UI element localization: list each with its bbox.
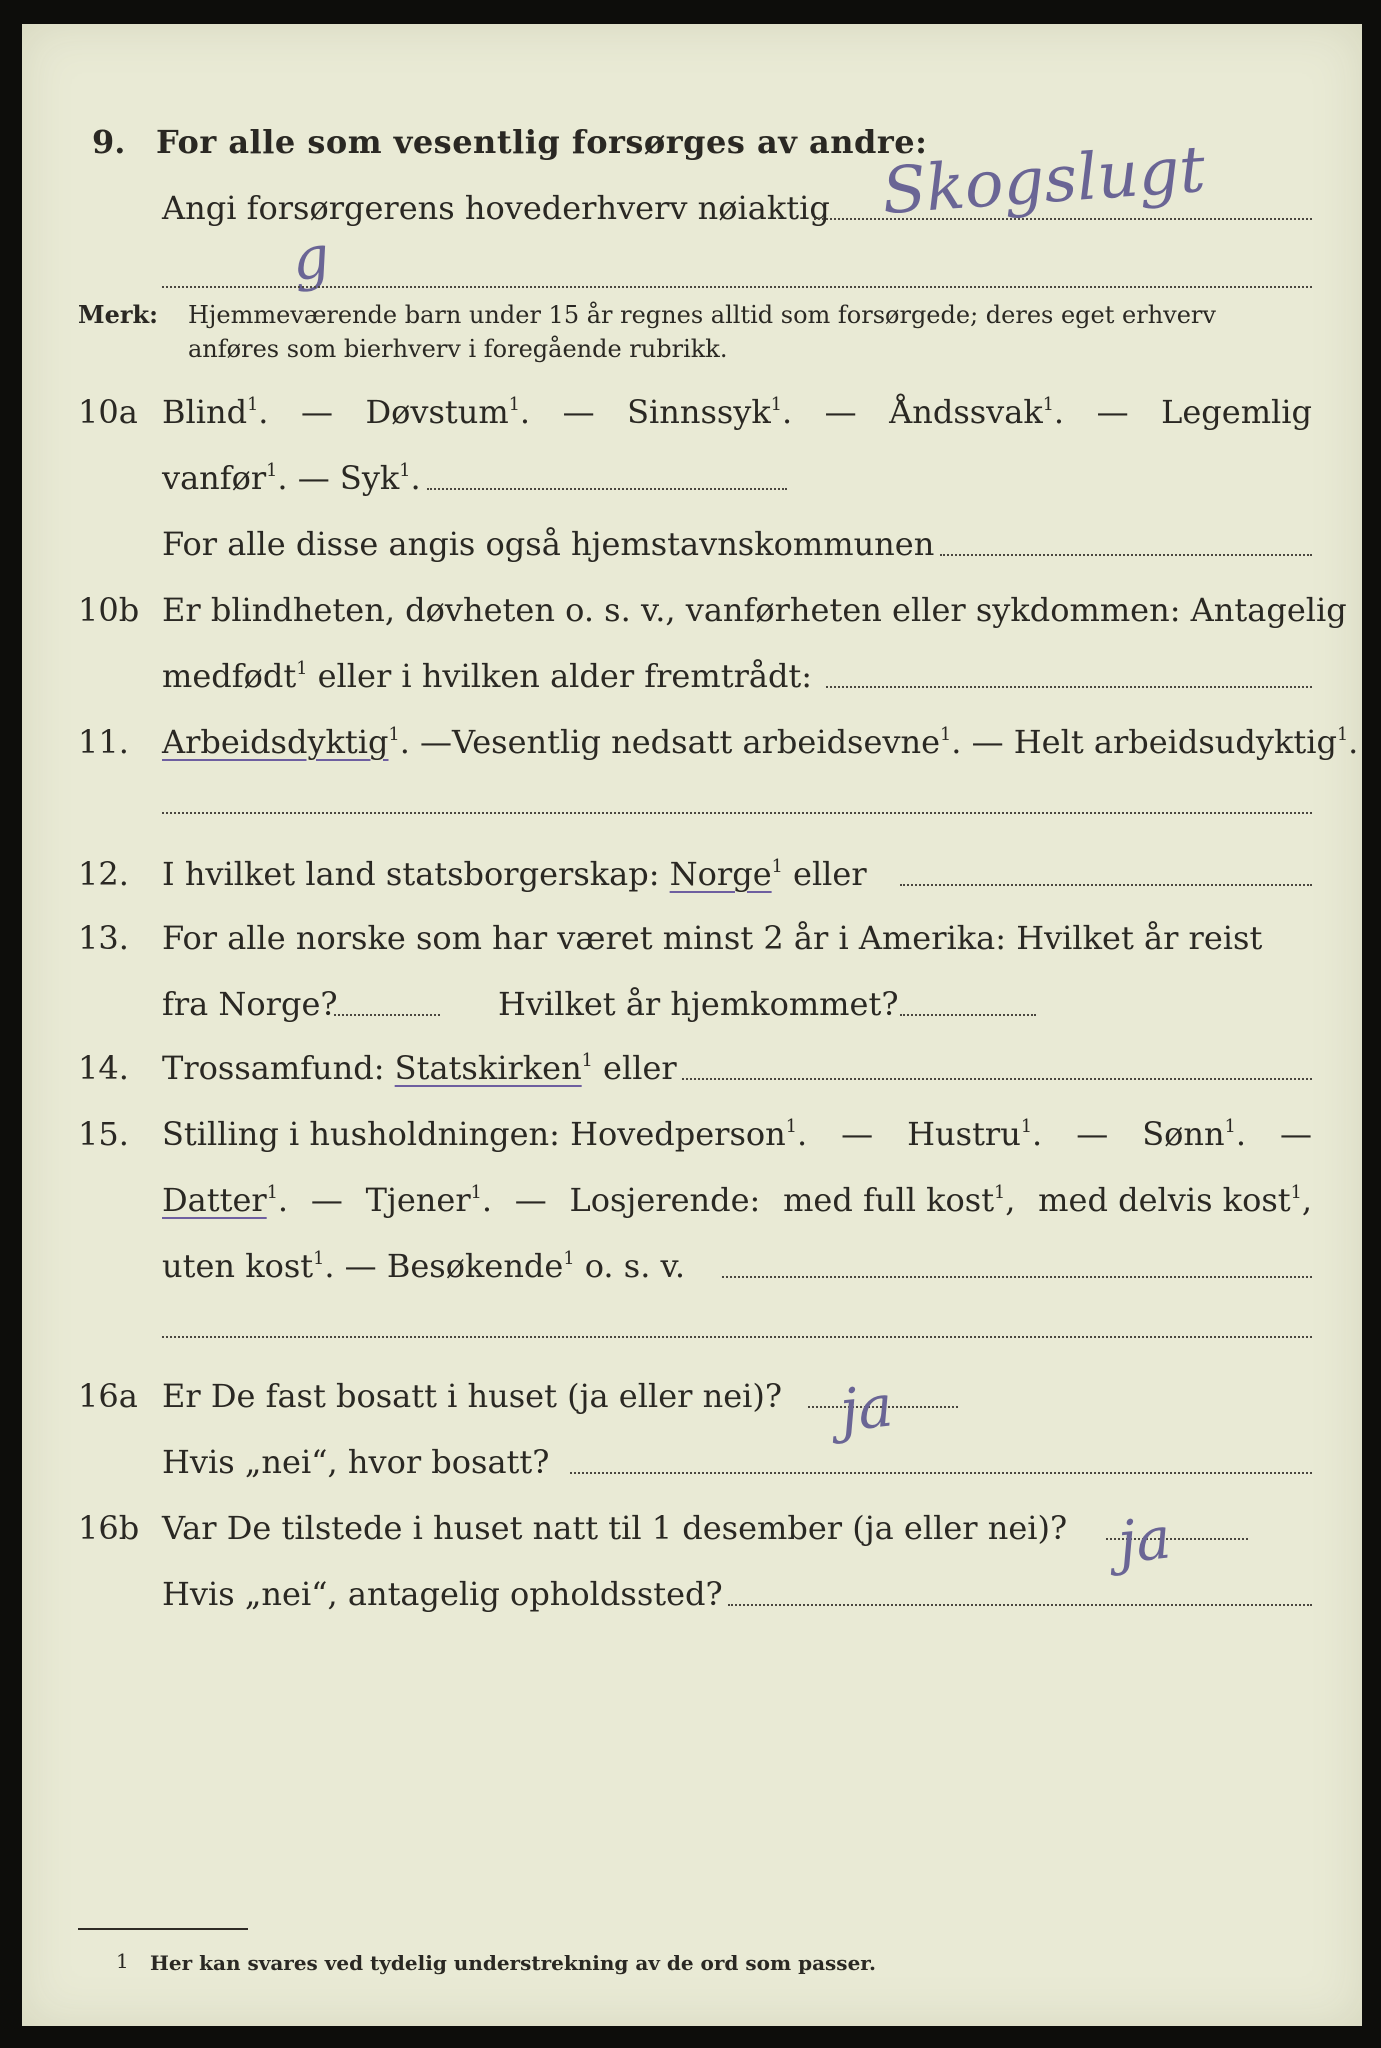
q10a-answer-line[interactable] <box>427 488 787 490</box>
q14-line: Trossamfund: Statskirken$^1$ eller <box>162 1049 677 1087</box>
q13-line-1: For alle norske som har været minst 2 år i Amerika: Hvilket år reist <box>162 919 1263 957</box>
q15-number: 15. <box>78 1115 129 1153</box>
q11-arbeidsdyktig-underlined: Arbeidsdyktig <box>162 723 389 761</box>
footnote-text: Her kan svares ved tydelig understrekning av de ord som passer. <box>150 1951 876 1975</box>
q10b-answer-line[interactable] <box>826 686 1312 688</box>
q15-line-2: Datter$^1$. — Tjener$^1$. — Losjerende: med full kost$^1$, med delvis kost$^1$, <box>162 1181 1312 1219</box>
q10a-line-2: vanfør$^1$. — Syk$^1$. <box>162 459 421 497</box>
merk-label: Merk: <box>78 300 158 329</box>
q10a-line-1 <box>162 392 1312 432</box>
q10a-dovstum: Døvstum$^1$. <box>365 393 531 431</box>
q16a-line-2: Hvis „nei“, hvor bosatt? <box>162 1443 550 1481</box>
merk-line-1: Hjemmeværende barn under 15 år regnes alltid som forsørgede; deres eget erhverv <box>188 301 1216 329</box>
q9-handwritten-mark: g <box>287 221 334 295</box>
q16b-handwritten-answer: ja <box>1114 1503 1174 1577</box>
q12-answer-line[interactable] <box>900 884 1312 886</box>
q10b-number: 10b <box>78 591 140 629</box>
q15-line-1: Stilling i husholdningen: Hovedperson$^1$. — Hustru$^1$. — Sønn$^1$. — <box>162 1115 1312 1153</box>
q15-line-3: uten kost$^1$. — Besøkende$^1$ o. s. v. <box>162 1247 685 1285</box>
q14-statskirken-underlined: Statskirken <box>394 1049 582 1087</box>
merk-line-2: anføres som bierhverv i foregående rubrikk. <box>188 335 728 363</box>
dash: — <box>300 393 333 431</box>
footnote-rule <box>78 1928 248 1930</box>
q10a-legemlig: Legemlig <box>1161 393 1312 431</box>
q10a-line-3: For alle disse angis også hjemstavnskommunen <box>162 525 935 563</box>
q9-handwritten-answer: Skogslugt <box>879 132 1208 230</box>
dash: — <box>562 393 595 431</box>
q10a-blind: Blind$^1$. <box>162 393 269 431</box>
dash: — <box>824 393 857 431</box>
dash: — <box>1096 393 1129 431</box>
q9-answer-line-2[interactable] <box>162 286 1312 288</box>
q14-answer-line[interactable] <box>682 1078 1312 1080</box>
q15-answer-line-2[interactable] <box>162 1336 1312 1338</box>
q13-line-2b: Hvilket år hjemkommet? <box>498 985 899 1023</box>
q10a-andssvak: Åndssvak$^1$. <box>889 393 1065 431</box>
q11-line: Arbeidsdyktig$^1$. —Vesentlig nedsatt arbeidsevne$^1$. — Helt arbeidsudyktig$^1$. <box>162 723 1359 761</box>
q10a-hjemstavn-line[interactable] <box>940 554 1312 556</box>
q9-question: Angi forsørgerens hovederhverv nøiaktig <box>162 189 830 227</box>
q10b-line-2: medfødt$^1$ eller i hvilken alder fremtrådt: <box>162 657 813 695</box>
census-form-page <box>22 24 1362 2026</box>
q13-hjemkommet-line[interactable] <box>900 1014 1036 1016</box>
q16a-number: 16a <box>78 1377 138 1415</box>
q16b-number: 16b <box>78 1509 140 1547</box>
q16b-line-1: Var De tilstede i huset natt til 1 desember (ja eller nei)? <box>162 1509 1068 1547</box>
q12-norge-underlined: Norge <box>669 855 772 893</box>
q13-line-2a: fra Norge? <box>162 985 338 1023</box>
q15-answer-line[interactable] <box>722 1276 1312 1278</box>
q14-number: 14. <box>78 1049 129 1087</box>
q11-number: 11. <box>78 723 129 761</box>
q12-number: 12. <box>78 855 129 893</box>
q10b-line-1: Er blindheten, døvheten o. s. v., vanførheten eller sykdommen: Antagelig <box>162 591 1347 629</box>
q13-number: 13. <box>78 919 129 957</box>
q16a-line-1: Er De fast bosatt i huset (ja eller nei)? <box>162 1377 783 1415</box>
q10a-sinnssyk: Sinnssyk$^1$. <box>627 393 793 431</box>
q10a-number: 10a <box>78 393 138 431</box>
q9-title: For alle som vesentlig forsørges av andre: <box>156 123 928 161</box>
q15-datter-underlined: Datter <box>162 1181 267 1219</box>
q16a-handwritten-answer: ja <box>836 1371 896 1445</box>
q11-answer-line[interactable] <box>162 812 1312 814</box>
q9-number: 9. <box>92 123 126 161</box>
q16a-bosatt-line[interactable] <box>570 1472 1312 1474</box>
q16b-line-2: Hvis „nei“, antagelig opholdssted? <box>162 1575 723 1613</box>
footnote-mark: 1 <box>116 1949 129 1973</box>
q13-reist-line[interactable] <box>334 1014 440 1016</box>
q12-line: I hvilket land statsborgerskap: Norge$^1$ eller <box>162 855 867 893</box>
q16b-opholdssted-line[interactable] <box>728 1604 1312 1606</box>
